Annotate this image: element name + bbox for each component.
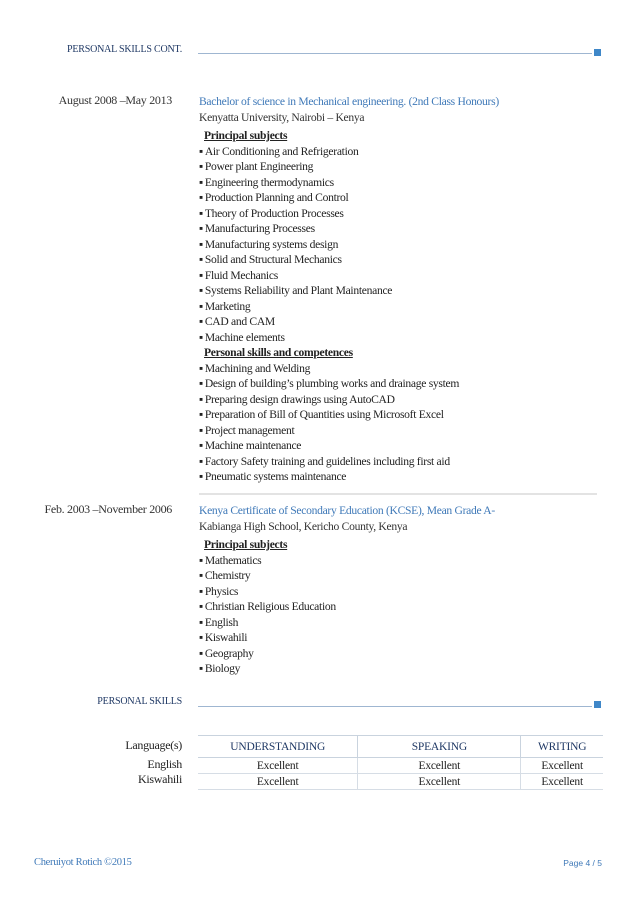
language-name: Kiswahili (138, 772, 182, 786)
bullet-icon: ▪ (199, 299, 203, 313)
list-item-text: Mathematics (204, 553, 262, 567)
table-cell: Excellent (521, 774, 603, 790)
list-item-text: Machine maintenance (204, 439, 302, 452)
bullet-icon: ▪ (199, 615, 203, 629)
education-entry-2 (199, 503, 609, 677)
list-item-text: Biology (204, 662, 241, 675)
list-item (199, 190, 609, 206)
section-marker-square (594, 701, 601, 708)
list-item-text: Marketing (204, 299, 251, 313)
bullet-icon: ▪ (199, 268, 203, 282)
list-item (199, 553, 609, 569)
list-item (199, 314, 609, 330)
bullet-icon: ▪ (199, 470, 203, 483)
list-item-text: Pneumatic systems maintenance (204, 470, 347, 483)
education-institution-1: Kenyatta University, Nairobi – Kenya (199, 111, 365, 124)
table-row (198, 758, 603, 774)
list-item-text: Factory Safety training and guidelines including first aid (204, 454, 450, 468)
bullet-icon: ▪ (199, 330, 203, 344)
list-item (199, 361, 609, 377)
table-cell: Excellent (198, 774, 358, 790)
education-title-2: Kenya Certificate of Secondary Education (KCSE), Mean Grade A- (199, 504, 495, 517)
subsection-heading: Personal skills and competences (204, 346, 353, 359)
list-item (199, 661, 609, 677)
list-item (199, 454, 609, 470)
list-item (199, 283, 609, 299)
bullet-icon: ▪ (199, 631, 203, 644)
list-item-text: Theory of Production Processes (204, 206, 344, 220)
column-header-writing: WRITING (521, 736, 603, 758)
footer-author: Cheruiyot Rotich ©2015 (34, 857, 132, 868)
bullet-icon: ▪ (199, 392, 203, 406)
language-label: Language(s) (125, 738, 182, 752)
list-item (199, 615, 609, 631)
bullet-icon: ▪ (199, 662, 203, 675)
list-item (199, 407, 609, 423)
list-item (199, 159, 609, 175)
list-item (199, 252, 609, 268)
education-date-1: August 2008 –May 2013 (58, 93, 172, 107)
list-item (199, 144, 609, 160)
language-table (198, 735, 603, 790)
list-item-text: Geography (204, 646, 254, 660)
list-item-text: Machining and Welding (204, 361, 311, 375)
education-groups-1 (199, 128, 609, 485)
list-item-text: Solid and Structural Mechanics (204, 253, 342, 266)
bullet-icon: ▪ (199, 454, 203, 468)
list-item (199, 299, 609, 315)
list-item (199, 630, 609, 646)
bullet-icon: ▪ (199, 408, 203, 421)
bullet-icon: ▪ (199, 439, 203, 452)
list-item (199, 599, 609, 615)
bullet-icon: ▪ (199, 361, 203, 375)
list-item (199, 330, 609, 346)
table-cell: Excellent (358, 774, 521, 790)
section-title-skills-cont: PERSONAL SKILLS CONT. (67, 44, 182, 55)
list-item (199, 376, 609, 392)
bullet-icon: ▪ (199, 315, 203, 328)
bullet-icon: ▪ (199, 222, 203, 235)
list-item-text: English (204, 615, 239, 629)
bullet-icon: ▪ (199, 584, 203, 598)
list-item-text: CAD and CAM (204, 315, 275, 328)
list-item-text: Chemistry (204, 569, 251, 582)
list-item-text: Design of building’s plumbing works and drainage system (204, 377, 460, 390)
bullet-icon: ▪ (199, 284, 203, 297)
bullet-icon: ▪ (199, 237, 203, 251)
list-item (199, 206, 609, 222)
list-item (199, 268, 609, 284)
education-separator (199, 493, 597, 495)
list-item (199, 221, 609, 237)
list-item (199, 237, 609, 253)
list-item-text: Preparation of Bill of Quantities using Microsoft Excel (204, 408, 444, 421)
table-cell: Excellent (358, 758, 521, 774)
list-item-text: Kiswahili (204, 631, 248, 644)
list-item (199, 568, 609, 584)
bullet-icon: ▪ (199, 144, 203, 158)
list-item-text: Machine elements (204, 330, 285, 344)
bullet-icon: ▪ (199, 377, 203, 390)
list-item-text: Manufacturing systems design (204, 237, 339, 251)
bullet-icon: ▪ (199, 253, 203, 266)
footer-page-number: Page 4 / 5 (563, 858, 602, 868)
education-date-2: Feb. 2003 –November 2006 (44, 502, 172, 516)
table-cell: Excellent (521, 758, 603, 774)
bullet-icon: ▪ (199, 423, 203, 437)
list-item (199, 438, 609, 454)
bullet-icon: ▪ (199, 206, 203, 220)
list-item-text: Air Conditioning and Refrigeration (204, 144, 359, 158)
bullet-icon: ▪ (199, 646, 203, 660)
table-row (198, 774, 603, 790)
list-item-text: Engineering thermodynamics (204, 175, 334, 189)
bullet-icon: ▪ (199, 175, 203, 189)
subsection-heading: Principal subjects (204, 129, 288, 142)
list-item (199, 175, 609, 191)
list-item (199, 646, 609, 662)
education-entry-1 (199, 94, 609, 485)
bullet-icon: ▪ (199, 600, 203, 613)
education-title-1: Bachelor of science in Mechanical engineering. (2nd Class Honours) (199, 95, 499, 108)
column-header-understanding: UNDERSTANDING (198, 736, 358, 758)
education-institution-2: Kabianga High School, Kericho County, Kenya (199, 520, 408, 533)
section-divider-line (198, 53, 592, 54)
bullet-icon: ▪ (199, 160, 203, 173)
list-item-text: Production Planning and Control (204, 191, 349, 204)
list-item-text: Manufacturing Processes (204, 222, 315, 235)
list-item (199, 392, 609, 408)
bullet-icon: ▪ (199, 569, 203, 582)
list-item-text: Physics (204, 584, 239, 598)
list-item-text: Preparing design drawings using AutoCAD (204, 392, 395, 406)
list-item-text: Project management (204, 423, 295, 437)
list-item-text: Christian Religious Education (204, 600, 336, 613)
column-header-speaking: SPEAKING (358, 736, 521, 758)
bullet-icon: ▪ (199, 191, 203, 204)
section-title-skills: PERSONAL SKILLS (97, 696, 182, 707)
bullet-icon: ▪ (199, 553, 203, 567)
list-item-text: Power plant Engineering (204, 160, 314, 173)
education-groups-2 (199, 537, 609, 677)
subsection-heading: Principal subjects (204, 538, 288, 551)
table-cell: Excellent (198, 758, 358, 774)
section-marker-square (594, 49, 601, 56)
language-name: English (147, 757, 182, 771)
list-item (199, 584, 609, 600)
list-item-text: Fluid Mechanics (204, 268, 278, 282)
list-item (199, 423, 609, 439)
section-divider-line (198, 706, 592, 707)
list-item (199, 469, 609, 485)
list-item-text: Systems Reliability and Plant Maintenance (204, 284, 393, 297)
